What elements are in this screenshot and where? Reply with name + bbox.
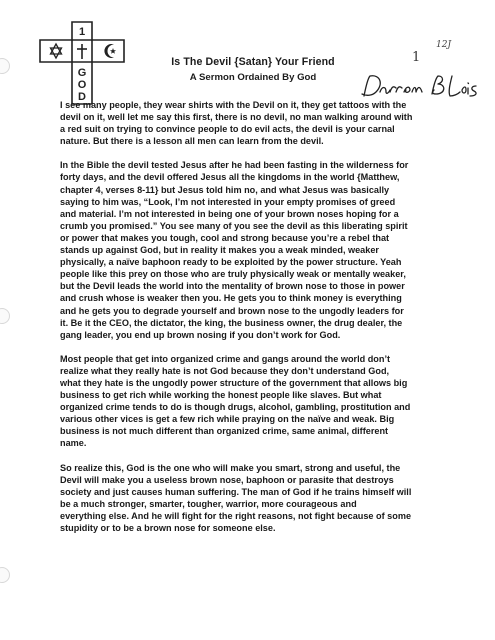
text-line: saying to him was, “Look, I’m not interested in your empty promises of greed bbox=[60, 196, 396, 207]
sermon-subtitle: A Sermon Ordained By God bbox=[189, 72, 317, 83]
star-and-crescent-icon bbox=[104, 44, 116, 58]
text-line: chapter 4, verses 8-11} but Jesus told him no, and what Jesus was basically bbox=[60, 184, 390, 195]
text-line: a red suit on trying to convince people to do evil acts, the devil is your carnal bbox=[60, 124, 395, 135]
text-line: realize what they really hate is not God because they don’t understand God, bbox=[60, 365, 390, 376]
cross-letter: 1 bbox=[78, 26, 86, 38]
binder-hole bbox=[0, 308, 10, 324]
binder-hole bbox=[0, 567, 10, 583]
text-line: gang leader, you end up brown nosing if you don’t work for God. bbox=[60, 329, 341, 340]
text-line: business is not much different than organized crime, same animal, different bbox=[60, 426, 389, 437]
binder-hole bbox=[0, 58, 10, 74]
text-line: and material. I’m not interested in being one of your brown noses hoping for a bbox=[60, 208, 399, 219]
text-line: devil on it, well let me say this first, there is no devil, no man walking around with bbox=[60, 112, 413, 123]
paragraph bbox=[60, 462, 480, 535]
text-line: forty days, and the devil offered Jesus all the kingdoms in the world {Matthew, bbox=[60, 172, 400, 183]
text-line: society and just causes human suffering. The man of God if he trains himself will bbox=[60, 486, 412, 497]
title-block bbox=[138, 56, 368, 83]
sermon-title: Is The Devil {Satan} Your Friend bbox=[171, 56, 335, 68]
star-of-david-icon bbox=[51, 44, 62, 58]
text-line: and he gets you to degrade yourself and brown nose to the ungodly leaders for bbox=[60, 305, 404, 316]
paragraph bbox=[60, 159, 480, 340]
text-line: it. Be it the CEO, the dictator, the king, the business owner, the drug dealer, the bbox=[60, 317, 403, 328]
sermon-body bbox=[60, 99, 480, 534]
text-line: but the Devil leads the world into the mentality of brown nose to those in power bbox=[60, 281, 405, 292]
text-line: people like this prey on those who are truly physically weak or mentally weaker, bbox=[60, 269, 406, 280]
text-line: name. bbox=[60, 438, 87, 449]
cross-letter: G bbox=[77, 67, 87, 79]
text-line: physically, a naïve baphoon ready to be exploited by the power structure. Yeah bbox=[60, 257, 402, 268]
text-line: and crush whose is weaker then you. He gets you to think money is everything bbox=[60, 293, 402, 304]
text-line: So realize this, God is the one who will make you smart, strong and useful, the bbox=[60, 462, 401, 473]
text-line: nature. But there is a lesson all men can learn from the devil. bbox=[60, 136, 324, 147]
cross-letter: O bbox=[77, 79, 87, 91]
paragraph bbox=[60, 99, 480, 147]
text-line: I see many people, they wear shirts with the Devil on it, they get tattoos with the bbox=[60, 100, 407, 110]
page-code: 12J bbox=[436, 40, 452, 50]
cross-letter: D bbox=[78, 91, 86, 103]
text-line: Most people that get into organized crime and gangs around the world don’t bbox=[60, 353, 391, 364]
text-line: various other vices is get a few rich while praying on the naïve and weak. Big bbox=[60, 414, 395, 425]
text-line: stands up against God, but in reality it makes you a weak minded, weaker bbox=[60, 245, 379, 256]
handwritten-signature bbox=[358, 72, 478, 100]
page-number: 1 bbox=[412, 50, 421, 65]
cross-logo bbox=[38, 20, 126, 106]
text-line: organized crime tends to do is though drugs, alcohol, gambling, prostitution and bbox=[60, 402, 411, 413]
text-line: Devil will make you a useless brown nose, baphoon or parasite that destroys bbox=[60, 474, 394, 485]
text-line: crumb you promised.” You see many of you see the devil as this liberating spirit bbox=[60, 220, 408, 231]
text-line: business to get rich while working the honest people like slaves. But what bbox=[60, 390, 382, 401]
text-line: or power that makes you tough, cool and strong because you’re a rebel that bbox=[60, 232, 390, 243]
text-line: be a much stronger, smarter, tougher, warrior, more courageous and bbox=[60, 498, 357, 509]
text-line: everything else. And he will fight for the right reasons, not fight because of some bbox=[60, 510, 412, 521]
paragraph bbox=[60, 353, 480, 450]
text-line: stupidity or to be a brown nose for someone else. bbox=[60, 523, 276, 533]
christian-cross-icon bbox=[77, 44, 87, 59]
text-line: what they hate is the ungodly power structure of the government that allows big bbox=[60, 377, 408, 388]
text-line: In the Bible the devil tested Jesus after he had been fasting in the wilderness for bbox=[60, 160, 409, 171]
